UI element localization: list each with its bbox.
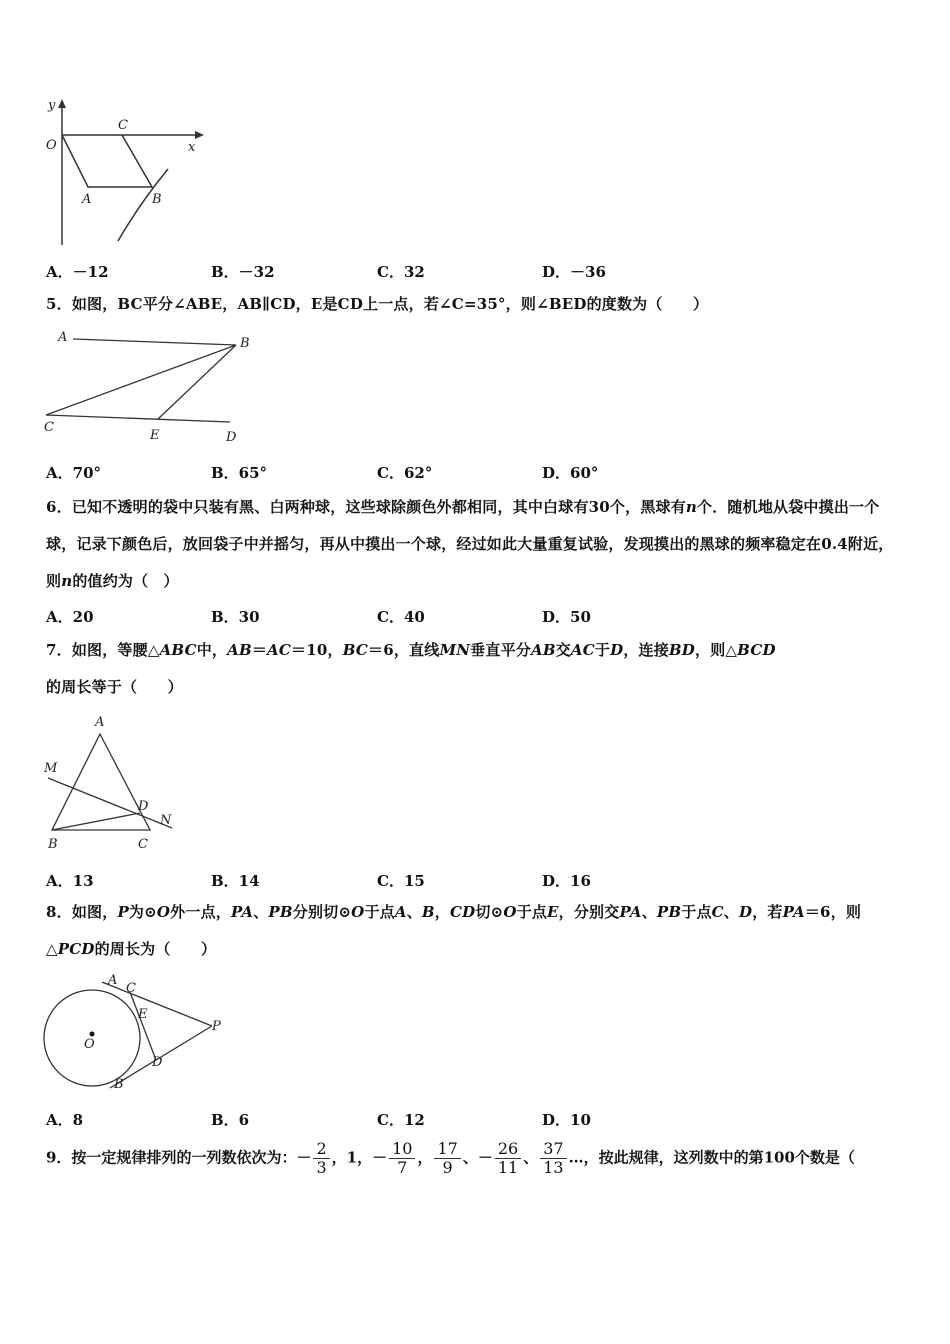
q8-text-part: 为⊙ bbox=[128, 903, 157, 921]
q8-var: B bbox=[421, 903, 435, 921]
q5-option-a[interactable]: A．70° bbox=[46, 464, 102, 482]
q9-fraction-3 bbox=[434, 1140, 460, 1177]
q7-text-part: ＝6，直线 bbox=[368, 641, 440, 659]
label-y: y bbox=[48, 98, 56, 113]
q5-text: 5．如图，BC平分∠ABE，AB∥CD，E是CD上一点，若∠C=35°，则∠BED的度数为（ ） bbox=[46, 295, 709, 313]
q7-text-part: 的周长等于（ ） bbox=[46, 678, 183, 696]
label-b: B bbox=[114, 1077, 124, 1092]
q7-figure bbox=[40, 708, 190, 856]
label-e: E bbox=[150, 428, 160, 443]
label-a: A bbox=[58, 330, 68, 345]
q7-text-part: 交 bbox=[555, 641, 571, 659]
q7-text-part: 垂直平分 bbox=[470, 641, 531, 659]
q6-option-a[interactable]: A．20 bbox=[46, 608, 94, 626]
q5-option-b[interactable]: B．65° bbox=[211, 464, 268, 482]
q8-var: A bbox=[394, 903, 407, 921]
q8-var: O bbox=[351, 903, 365, 921]
q6-option-d[interactable]: D．50 bbox=[542, 608, 591, 626]
q8-text-part: 外一点， bbox=[170, 903, 231, 921]
q7-text-part: ＝10， bbox=[291, 641, 343, 659]
numerator: 17 bbox=[437, 1139, 458, 1158]
q8-text-part: 于点 bbox=[516, 903, 547, 921]
denominator: 11 bbox=[495, 1158, 521, 1177]
label-c: C bbox=[138, 837, 148, 852]
q7-var: ABC bbox=[159, 641, 197, 659]
triangle-abc bbox=[52, 734, 150, 830]
q4-option-b[interactable]: B．－32 bbox=[211, 263, 275, 281]
q9-text-part: 、－ bbox=[462, 1148, 493, 1167]
q9-fraction-2 bbox=[389, 1140, 415, 1177]
q8-text-part: 、 bbox=[253, 903, 269, 921]
q8-var: O bbox=[156, 903, 171, 921]
q5-option-c[interactable]: C．62° bbox=[377, 464, 433, 482]
q8-option-c[interactable]: C．12 bbox=[377, 1111, 425, 1129]
label-m: M bbox=[44, 761, 58, 776]
q7-option-b[interactable]: B．14 bbox=[211, 872, 260, 890]
label-b: B bbox=[152, 192, 162, 207]
q8-text bbox=[46, 894, 906, 968]
q8-var: D bbox=[739, 903, 753, 921]
label-e: E bbox=[138, 1007, 148, 1022]
label-a: A bbox=[95, 715, 105, 730]
q7-text-part: 中， bbox=[196, 641, 228, 659]
q8-var: PCD bbox=[57, 940, 95, 958]
q8-text-part: ，分别交 bbox=[558, 903, 620, 921]
q9-text-part: ，1，－ bbox=[331, 1148, 388, 1167]
label-a: A bbox=[108, 973, 118, 988]
q8-text-part: ， bbox=[434, 903, 450, 921]
line-bd bbox=[52, 813, 140, 830]
numerator: 26 bbox=[497, 1139, 519, 1158]
numerator: 2 bbox=[316, 1139, 327, 1158]
denominator: 3 bbox=[313, 1158, 329, 1177]
q4-option-a[interactable]: A．－12 bbox=[46, 263, 109, 281]
q8-text-part: ，若 bbox=[752, 903, 783, 921]
q8-var: PB bbox=[268, 903, 293, 921]
q8-text-part: ＝6，则△ bbox=[46, 903, 862, 958]
line-be bbox=[158, 345, 236, 419]
q6-text-part: 个．随机地从袋中摸出一个球，记录下颜色后，放回袋子中并摇匀，再从中摸出一个球，经过如此大量重复试验，发现摸出的黑球的频率稳定在0.4附近，则 bbox=[46, 498, 894, 590]
q7-var: AC bbox=[267, 641, 292, 659]
q7-var: MN bbox=[439, 641, 471, 659]
q9-text-part: 、 bbox=[523, 1148, 539, 1167]
line-bc bbox=[46, 345, 236, 415]
line-cd bbox=[46, 415, 230, 422]
line-pa bbox=[102, 982, 212, 1026]
label-a: A bbox=[82, 192, 92, 207]
q7-options bbox=[46, 870, 906, 894]
q8-option-a[interactable]: A．8 bbox=[46, 1111, 84, 1129]
q6-text-part: 的值约为（ ） bbox=[72, 572, 179, 590]
q8-var: PA bbox=[782, 903, 805, 921]
q8-var: PB bbox=[656, 903, 682, 921]
q4-figure bbox=[40, 95, 220, 250]
denominator: 13 bbox=[540, 1158, 566, 1177]
q6-var-n: n bbox=[61, 572, 73, 590]
numerator: 37 bbox=[543, 1139, 564, 1158]
q4-option-c[interactable]: C．32 bbox=[377, 263, 425, 281]
q7-var: D bbox=[610, 641, 624, 659]
q6-text bbox=[46, 489, 906, 600]
center-o bbox=[90, 1032, 95, 1037]
q8-text-part: 、 bbox=[406, 903, 422, 921]
q8-var: PA bbox=[230, 903, 254, 921]
label-o: O bbox=[46, 138, 57, 153]
q7-var: BD bbox=[668, 641, 696, 659]
q8-var: CD bbox=[449, 903, 476, 921]
label-x: x bbox=[188, 140, 196, 155]
q7-var: AB bbox=[227, 641, 252, 659]
q8-text-part: 、 bbox=[641, 903, 657, 921]
q7-text-part: ，连接 bbox=[623, 641, 669, 659]
label-c: C bbox=[118, 118, 128, 133]
q7-var: AC bbox=[570, 641, 595, 659]
q9-fraction-1 bbox=[313, 1140, 329, 1177]
q4-option-d[interactable]: D．－36 bbox=[542, 263, 606, 281]
q9-text-part: …，按此规律，这列数中的第100个数是（ bbox=[568, 1148, 855, 1167]
q9-fraction-5 bbox=[540, 1140, 566, 1177]
label-c: C bbox=[126, 981, 136, 996]
q7-text-part: ＝ bbox=[251, 641, 268, 659]
q6-option-c[interactable]: C．40 bbox=[377, 608, 425, 626]
q6-var-n: n bbox=[685, 498, 698, 516]
q6-option-b[interactable]: B．30 bbox=[211, 608, 260, 626]
y-arrow bbox=[58, 99, 66, 108]
q8-text-part: 分别切⊙ bbox=[292, 903, 352, 921]
q9-text-part: 9．按一定规律排列的一列数依次为：－ bbox=[46, 1148, 312, 1167]
q7-var: BCD bbox=[737, 641, 776, 659]
x-arrow bbox=[195, 131, 204, 139]
q8-options bbox=[46, 1109, 906, 1133]
label-n: N bbox=[160, 813, 172, 828]
q8-var: PA bbox=[619, 903, 642, 921]
label-p: P bbox=[212, 1019, 221, 1034]
q5-option-d[interactable]: D．60° bbox=[542, 464, 599, 482]
q7-option-c[interactable]: C．15 bbox=[377, 872, 425, 890]
q9-fraction-4 bbox=[495, 1140, 521, 1177]
q8-option-d[interactable]: D．10 bbox=[542, 1111, 591, 1129]
q6-text-part: 6．已知不透明的袋中只装有黑、白两种球，这些球除颜色外都相同，其中白球有30个，黑球有 bbox=[46, 498, 686, 516]
q9-text-part: ， bbox=[417, 1148, 433, 1167]
denominator: 7 bbox=[389, 1158, 415, 1177]
q7-var: BC bbox=[342, 641, 369, 659]
label-o: O bbox=[84, 1037, 95, 1052]
q8-figure bbox=[40, 968, 240, 1096]
q8-text-part: 于点 bbox=[681, 903, 712, 921]
q8-var: O bbox=[503, 903, 517, 921]
denominator: 9 bbox=[434, 1158, 460, 1177]
q7-text bbox=[46, 632, 906, 706]
label-d: D bbox=[138, 799, 149, 814]
q9-text bbox=[46, 1140, 946, 1177]
label-d: D bbox=[226, 430, 237, 445]
q7-text-part: 于 bbox=[594, 641, 611, 659]
label-d: D bbox=[152, 1055, 163, 1070]
q7-option-a[interactable]: A．13 bbox=[46, 872, 94, 890]
numerator: 10 bbox=[392, 1139, 413, 1158]
label-b: B bbox=[240, 336, 250, 351]
q8-var: C bbox=[711, 903, 724, 921]
q8-text-part: 于点 bbox=[364, 903, 395, 921]
q8-text-part: 8．如图， bbox=[46, 903, 118, 921]
label-b: B bbox=[48, 837, 58, 852]
q7-option-d[interactable]: D．16 bbox=[542, 872, 591, 890]
q7-var: AB bbox=[530, 641, 556, 659]
q8-option-b[interactable]: B．6 bbox=[211, 1111, 250, 1129]
q4-options bbox=[46, 261, 906, 285]
line-mn bbox=[48, 778, 172, 828]
q8-var: P bbox=[117, 903, 129, 921]
q5-figure bbox=[40, 325, 270, 450]
label-c: C bbox=[44, 420, 54, 435]
q8-text-part: 、 bbox=[723, 903, 739, 921]
q7-text-part: 7．如图，等腰△ bbox=[46, 641, 160, 659]
q5-options bbox=[46, 462, 906, 486]
parallelogram-oabc bbox=[62, 135, 152, 187]
line-ab bbox=[73, 339, 236, 345]
q8-var: E bbox=[547, 903, 559, 921]
q8-text-part: 切⊙ bbox=[475, 903, 504, 921]
q8-text-part: 的周长为（ ） bbox=[94, 940, 217, 958]
q7-text-part: ，则△ bbox=[695, 641, 738, 659]
q6-options bbox=[46, 606, 906, 630]
